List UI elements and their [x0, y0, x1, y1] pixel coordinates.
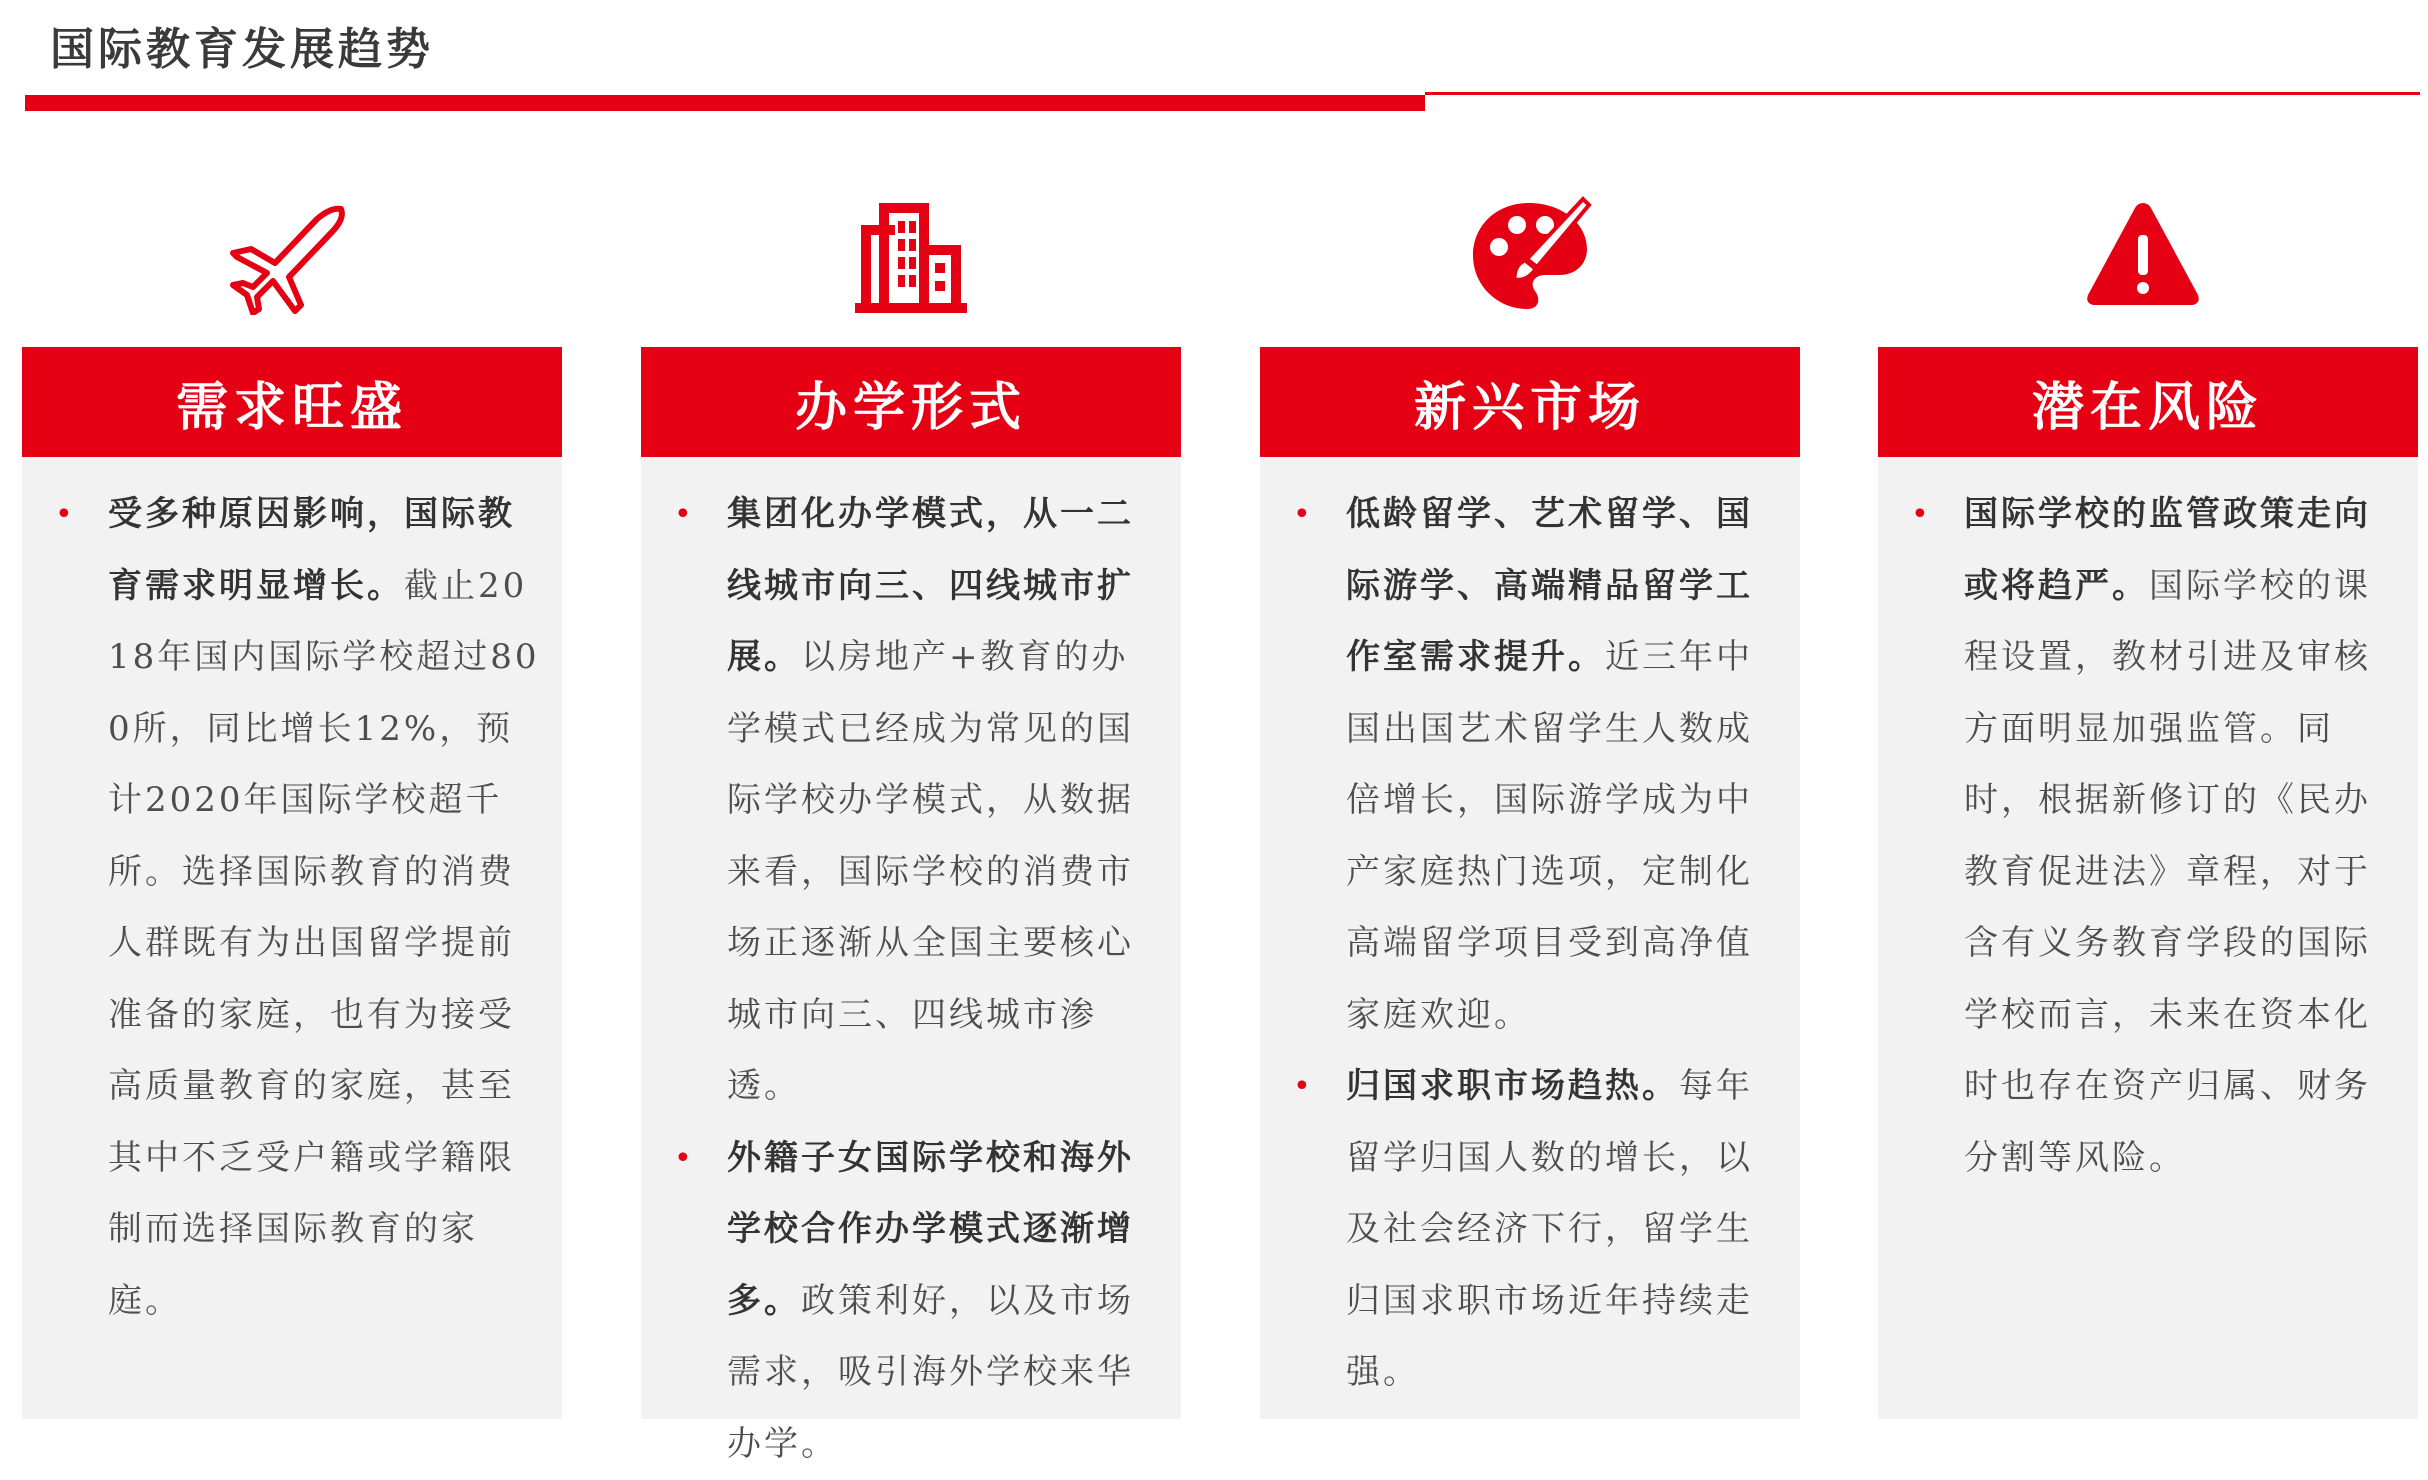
bullet-text: 每年留学归国人数的增长，以及社会经济下行，留学生归国求职市场近年持续走强。 — [1346, 1066, 1753, 1392]
card-school-format — [641, 347, 1181, 1419]
bullet-text: 以房地产+教育的办学模式已经成为常见的国际学校办学模式，从数据来看，国际学校的消费市场正逐渐从全国主要核心城市向三、四线城市渗透。 — [727, 637, 1134, 1106]
card-bullet — [1278, 1051, 1784, 1409]
title-underline-thin — [1425, 92, 2420, 95]
airplane-icon — [223, 195, 353, 315]
card-bullet — [659, 479, 1165, 1123]
art-palette-icon — [1465, 195, 1595, 315]
card-bullet — [659, 1123, 1165, 1480]
card-potential-risk — [1878, 347, 2418, 1419]
card-title: 需求旺盛 — [22, 347, 562, 457]
card-bullet — [40, 479, 546, 1337]
bullet-lead: 低龄留学、艺术留学、国际游学、高端精品留学工作室需求提升。 — [1346, 494, 1753, 677]
bullet-lead: 归国求职市场趋热。 — [1346, 1066, 1679, 1106]
bullet-marker: • — [1293, 479, 1314, 551]
card-bullet — [1896, 479, 2402, 1194]
bullet-lead: 集团化办学模式，从一二线城市向三、四线城市扩展。 — [727, 494, 1134, 677]
bullet-text: 截止2018年国内国际学校超过800所，同比增长12%，预计2020年国际学校超千所。选择国际教育的消费人群既有为出国留学提前准备的家庭，也有为接受高质量教育的家庭，甚至其中不乏受户籍或学籍限制而选择国际教育的家庭。 — [108, 566, 540, 1321]
bullet-marker: • — [1911, 479, 1932, 551]
title-underline-thick — [25, 95, 1425, 111]
building-icon — [845, 195, 975, 315]
bullet-text: 政策利好，以及市场需求，吸引海外学校来华办学。 — [727, 1281, 1134, 1464]
bullet-lead: 受多种原因影响，国际教育需求明显增长。 — [108, 494, 515, 606]
warning-icon — [2078, 195, 2208, 315]
card-emerging-market — [1260, 347, 1800, 1419]
page-title: 国际教育发展趋势 — [50, 18, 434, 82]
bullet-marker: • — [674, 1123, 695, 1195]
card-title: 办学形式 — [641, 347, 1181, 457]
bullet-lead: 外籍子女国际学校和海外学校合作办学模式逐渐增多。 — [727, 1138, 1134, 1321]
bullet-marker: • — [1293, 1051, 1314, 1123]
bullet-marker: • — [674, 479, 695, 551]
bullet-text: 国际学校的课程设置，教材引进及审核方面明显加强监管。同时，根据新修订的《民办教育促进法》章程，对于含有义务教育学段的国际学校而言，未来在资本化时也存在资产归属、财务分割等风险。 — [1964, 566, 2371, 1178]
card-title: 新兴市场 — [1260, 347, 1800, 457]
card-demand — [22, 347, 562, 1419]
bullet-text: 近三年中国出国艺术留学生人数成倍增长，国际游学成为中产家庭热门选项，定制化高端留学项目受到高净值家庭欢迎。 — [1346, 637, 1753, 1035]
card-title: 潜在风险 — [1878, 347, 2418, 457]
bullet-marker: • — [55, 479, 76, 551]
card-bullet — [1278, 479, 1784, 1051]
bullet-lead: 国际学校的监管政策走向或将趋严。 — [1964, 494, 2371, 606]
